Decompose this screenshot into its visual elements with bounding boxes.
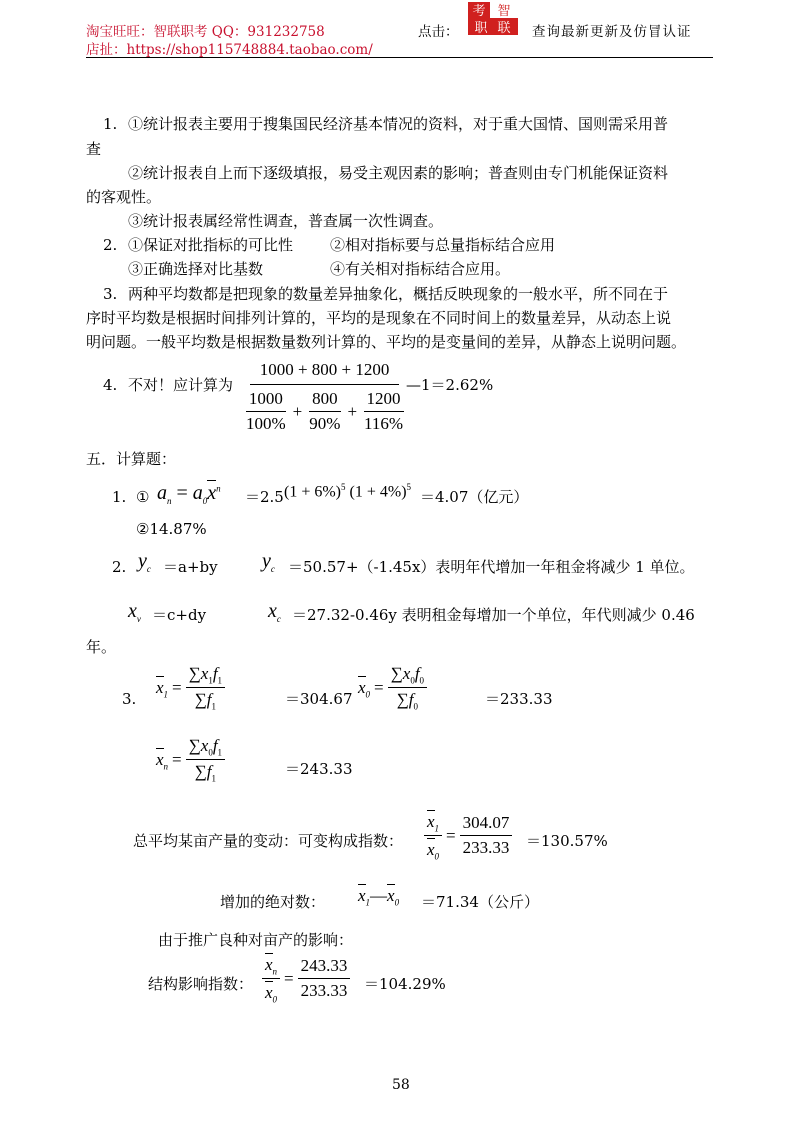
logo-char-zhi2: 职 (474, 21, 488, 35)
answer-2-item4: ④有关相对指标结合应用。 (330, 260, 511, 278)
answer-4-text: 不对！应计算为 (128, 376, 234, 394)
answer-3-line2: 序时平均数是根据时间排列计算的，平均的是现象在不同时间上的数量差异，从动态上说 (86, 309, 672, 327)
header-verify-text[interactable]: 查询最新更新及仿冒认证 (532, 24, 692, 40)
answer-2-item2: ②相对指标要与总量指标结合应用 (330, 236, 556, 254)
answer-3-line3: 明问题。一般平均数是根据数量数列计算的、平均的是变量间的差异，从静态上说明问题。 (86, 333, 687, 351)
logo-char-kao: 考 (472, 4, 486, 19)
answer-1-line1: ①统计报表主要用于搜集国民经济基本情况的资料，对于重大国情、国则需采用普 (128, 115, 669, 133)
q2-equation-3: ＝c+dy (152, 606, 207, 624)
answer-3-line1: 两种平均数都是把现象的数量差异抽象化，概括反映现象的一般水平，所不同在于 (128, 285, 669, 303)
page-number: 58 (392, 1077, 410, 1093)
answer-3-number: 3. (103, 285, 118, 303)
answer-2-number: 2. (103, 236, 118, 254)
answer-4-formula: 1000 + 800 + 1200 $\frac{1000}{100\%}$ + $\frac{800}{90\%}$ + $\frac{1200}{116\%}$ (240, 360, 409, 434)
header-divider (86, 57, 713, 58)
q1-part-2: ②14.87% (136, 520, 207, 538)
answer-4-result: —1＝2.62% (406, 376, 494, 394)
q1-result: ＝4.07（亿元） (420, 488, 529, 506)
q3-number: 3. (122, 690, 137, 708)
answer-4-number: 4. (103, 376, 118, 394)
q3-mean-x0: $x_0$ = $\frac{\sum x_0f_0}{\sum f_0}$ (358, 664, 427, 712)
q3-absolute-value: ＝71.34（公斤） (421, 893, 539, 911)
answer-1-line5: ③统计报表属经常性调查，普查属一次性调查。 (128, 212, 444, 230)
answer-1-line2: 查 (86, 140, 102, 158)
logo-char-zhi: 智 (497, 4, 511, 19)
q2-xv: $x_v$ (128, 600, 141, 624)
q3-variable-index-value: ＝130.57% (526, 832, 608, 850)
q3-absolute-formula: $x_1—x_0$ (358, 886, 400, 908)
q2-yc-1: $y_c$ (138, 550, 151, 574)
q2-xc: $x_c$ (268, 600, 281, 624)
q2-equation-2: ＝50.57+（-1.45x）表明年代增加一年租金将减少 1 单位。 (288, 558, 695, 576)
q1-growth-factors: $(1 + 6\%)^5$ $(1 + 4\%)^5$ (284, 482, 412, 501)
q1-rhs-start: ＝2.5 (245, 488, 284, 506)
q3-absolute-label: 增加的绝对数： (220, 893, 326, 911)
q2-yc-2: $y_c$ (262, 550, 275, 574)
answer-1-number: 1. (103, 115, 118, 133)
q3-effect-label: 由于推广良种对亩产的影响： (158, 931, 354, 949)
q2-number: 2. (112, 558, 127, 576)
q3-structure-formula: $\frac{x_n}{x_0}$ = $\frac{243.33}{233.33}$ (262, 953, 350, 1005)
q1-number: 1. (112, 488, 127, 506)
q3-variable-index-formula: $\frac{x_1}{x_0}$ = $\frac{304.07}{233.33}$ (424, 810, 512, 862)
q1-mark: ① (136, 488, 150, 506)
answer-2-item3: ③正确选择对比基数 (128, 260, 264, 278)
q3-mean-xn: $x_n$ = $\frac{\sum x_0f_1}{\sum f_1}$ (156, 736, 225, 784)
q3-value-1: ＝304.67 (285, 690, 353, 708)
q3-variable-index-label: 总平均某亩产量的变动：可变构成指数： (133, 832, 404, 850)
header-shop-link[interactable]: 店扯：https://shop115748884.taobao.com/ (86, 42, 373, 58)
q2-equation-1: ＝a+by (163, 558, 218, 576)
q3-mean-x1: $x_1$ = $\frac{\sum x_1f_1}{\sum f_1}$ (156, 664, 225, 712)
header-contact: 淘宝旺旺：智联职考 QQ：931232758 (86, 24, 325, 40)
answer-2-item1: ①保证对批指标的可比性 (128, 236, 294, 254)
q1-formula-lhs: $a_n = a_0x^n$ (157, 482, 221, 506)
formula-term-2: $\frac{800}{90\%}$ (309, 389, 341, 433)
q3-value-3: ＝243.33 (285, 760, 353, 778)
answer-1-line4: 的客观性。 (86, 188, 162, 206)
logo-icon[interactable] (468, 2, 518, 35)
answer-1-line3: ②统计报表自上而下逐级填报，易受主观因素的影响；普查则由专门机能保证资料 (128, 164, 669, 182)
q3-structure-label: 结构影响指数： (148, 975, 254, 993)
q2-equation-4: ＝27.32-0.46y 表明租金每增加一个单位，年代则减少 0.46 (292, 606, 695, 624)
logo-char-lian: 联 (497, 21, 511, 35)
q2-tail: 年。 (86, 638, 117, 656)
header-click-label: 点击： (418, 24, 459, 40)
q3-value-2: ＝233.33 (485, 690, 553, 708)
q3-structure-value: ＝104.29% (364, 975, 446, 993)
section-5-title: 五．计算题： (86, 450, 177, 468)
formula-numerator: 1000 + 800 + 1200 (250, 360, 400, 385)
formula-term-3: $\frac{1200}{116\%}$ (364, 389, 404, 433)
formula-term-1: $\frac{1000}{100\%}$ (246, 389, 286, 433)
